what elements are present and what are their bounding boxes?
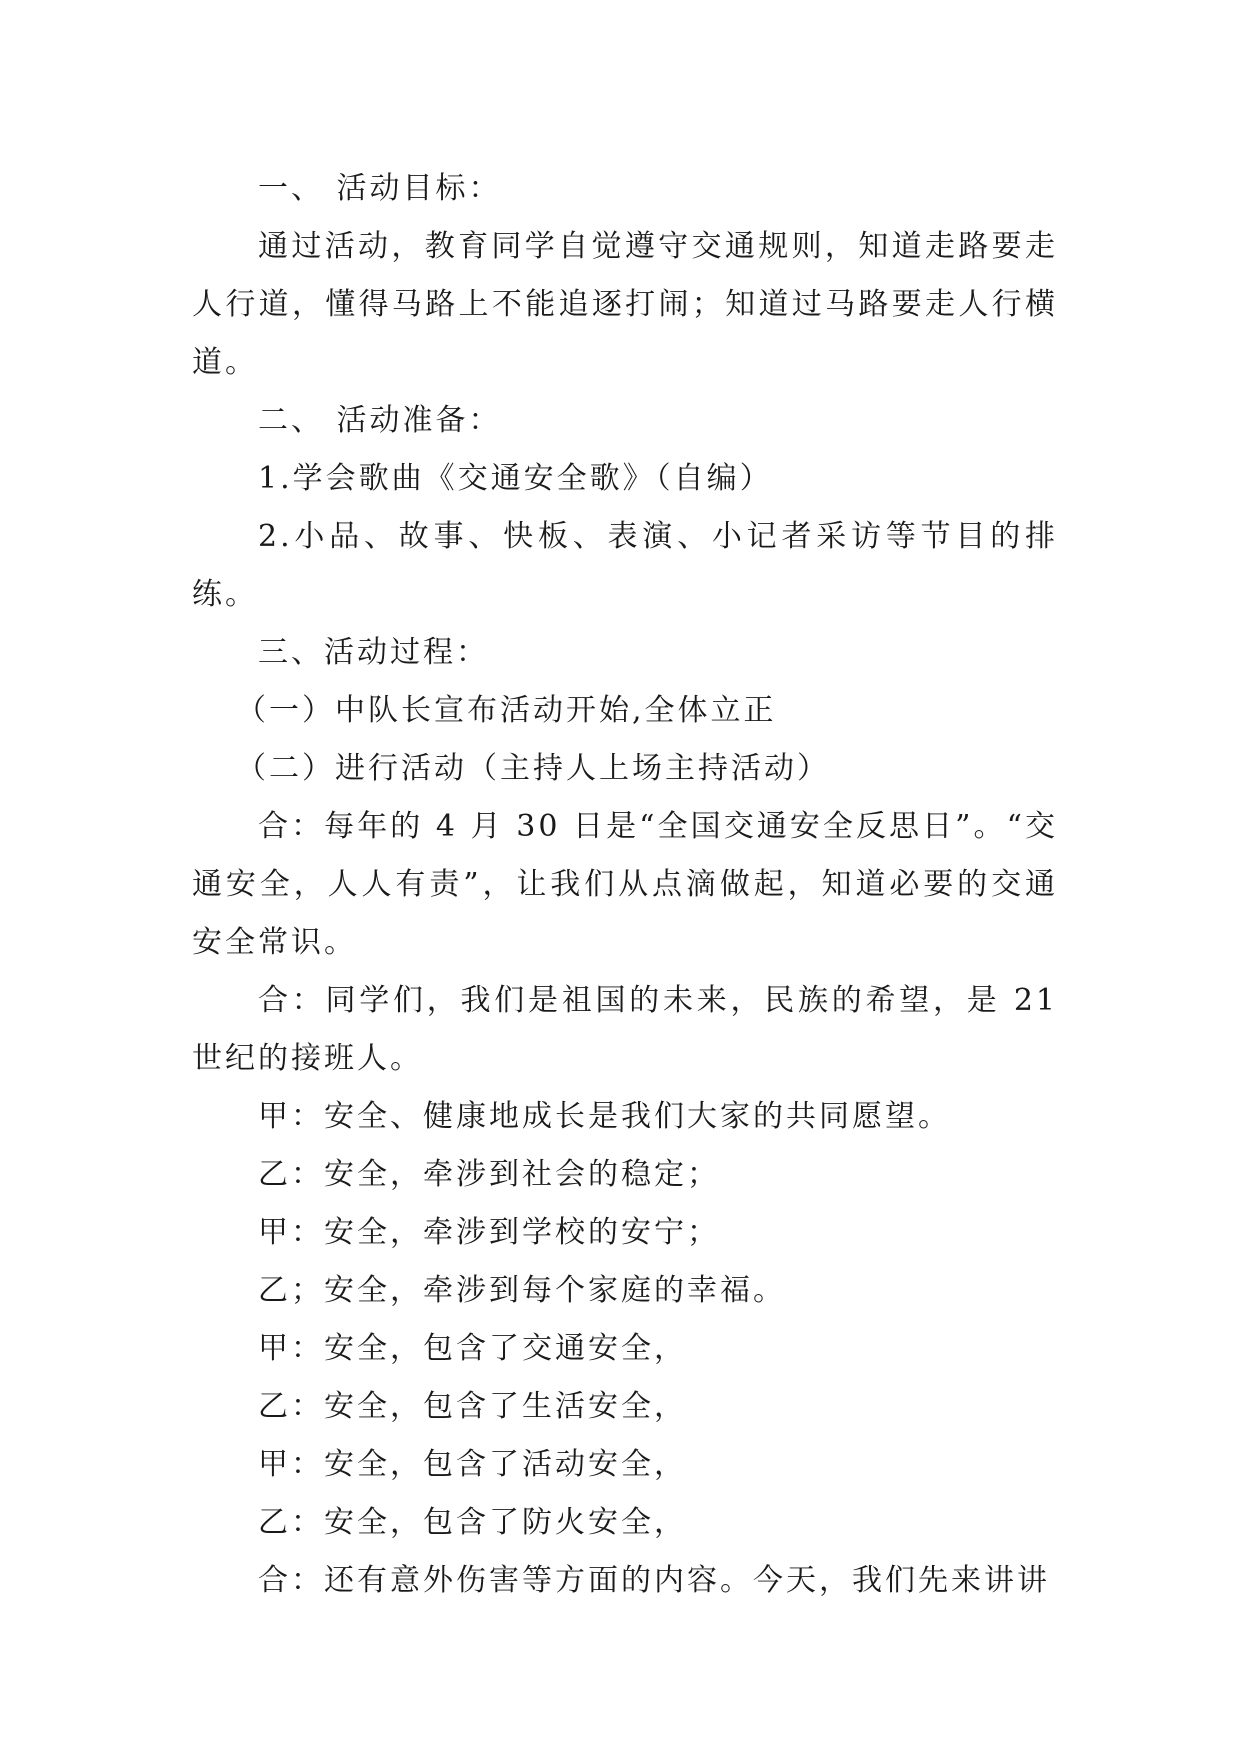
subsection-start: （一）中队长宣布活动开始,全体立正 (236, 693, 777, 728)
dialogue-line: 乙：安全，包含了防火安全， (258, 1505, 687, 1540)
list-item-rehearsal: 2.小品、故事、快板、表演、小记者采访等节目的排练。 (192, 519, 1058, 612)
paragraph-goals: 通过活动，教育同学自觉遵守交通规则，知道走路要走人行道，懂得马路上不能追逐打闹；知道过马路要走人行横道。 (192, 229, 1058, 380)
document-body (192, 160, 1058, 1610)
dialogue-line: 乙：安全，牵涉到社会的稳定； (258, 1157, 720, 1192)
dialogue-line: 乙：安全，包含了生活安全， (258, 1389, 687, 1424)
dialogue-line: 合：每年的 4 月 30 日是“全国交通安全反思日”。“交通安全，人人有责”，让我们从点滴做起，知道必要的交通安全常识。 (192, 809, 1058, 960)
subsection-activity: （二）进行活动（主持人上场主持活动） (236, 751, 830, 786)
dialogue-line: 甲：安全，包含了交通安全， (258, 1331, 687, 1366)
dialogue-line: 甲：安全，包含了活动安全， (258, 1447, 687, 1482)
section-heading-preparation: 二、 活动准备： (258, 403, 502, 438)
section-heading-goals: 一、 活动目标： (258, 171, 502, 206)
dialogue-line: 甲：安全，牵涉到学校的安宁； (258, 1215, 720, 1250)
dialogue-line: 合：还有意外伤害等方面的内容。今天，我们先来讲讲 (258, 1563, 1050, 1598)
list-item-song: 1.学会歌曲《交通安全歌》（自编） (258, 461, 773, 496)
dialogue-line: 甲：安全、健康地成长是我们大家的共同愿望。 (258, 1099, 951, 1134)
dialogue-line: 乙；安全，牵涉到每个家庭的幸福。 (258, 1273, 786, 1308)
dialogue-line: 合：同学们，我们是祖国的未来，民族的希望，是 21 世纪的接班人。 (192, 983, 1058, 1076)
section-heading-process: 三、活动过程： (258, 635, 489, 670)
